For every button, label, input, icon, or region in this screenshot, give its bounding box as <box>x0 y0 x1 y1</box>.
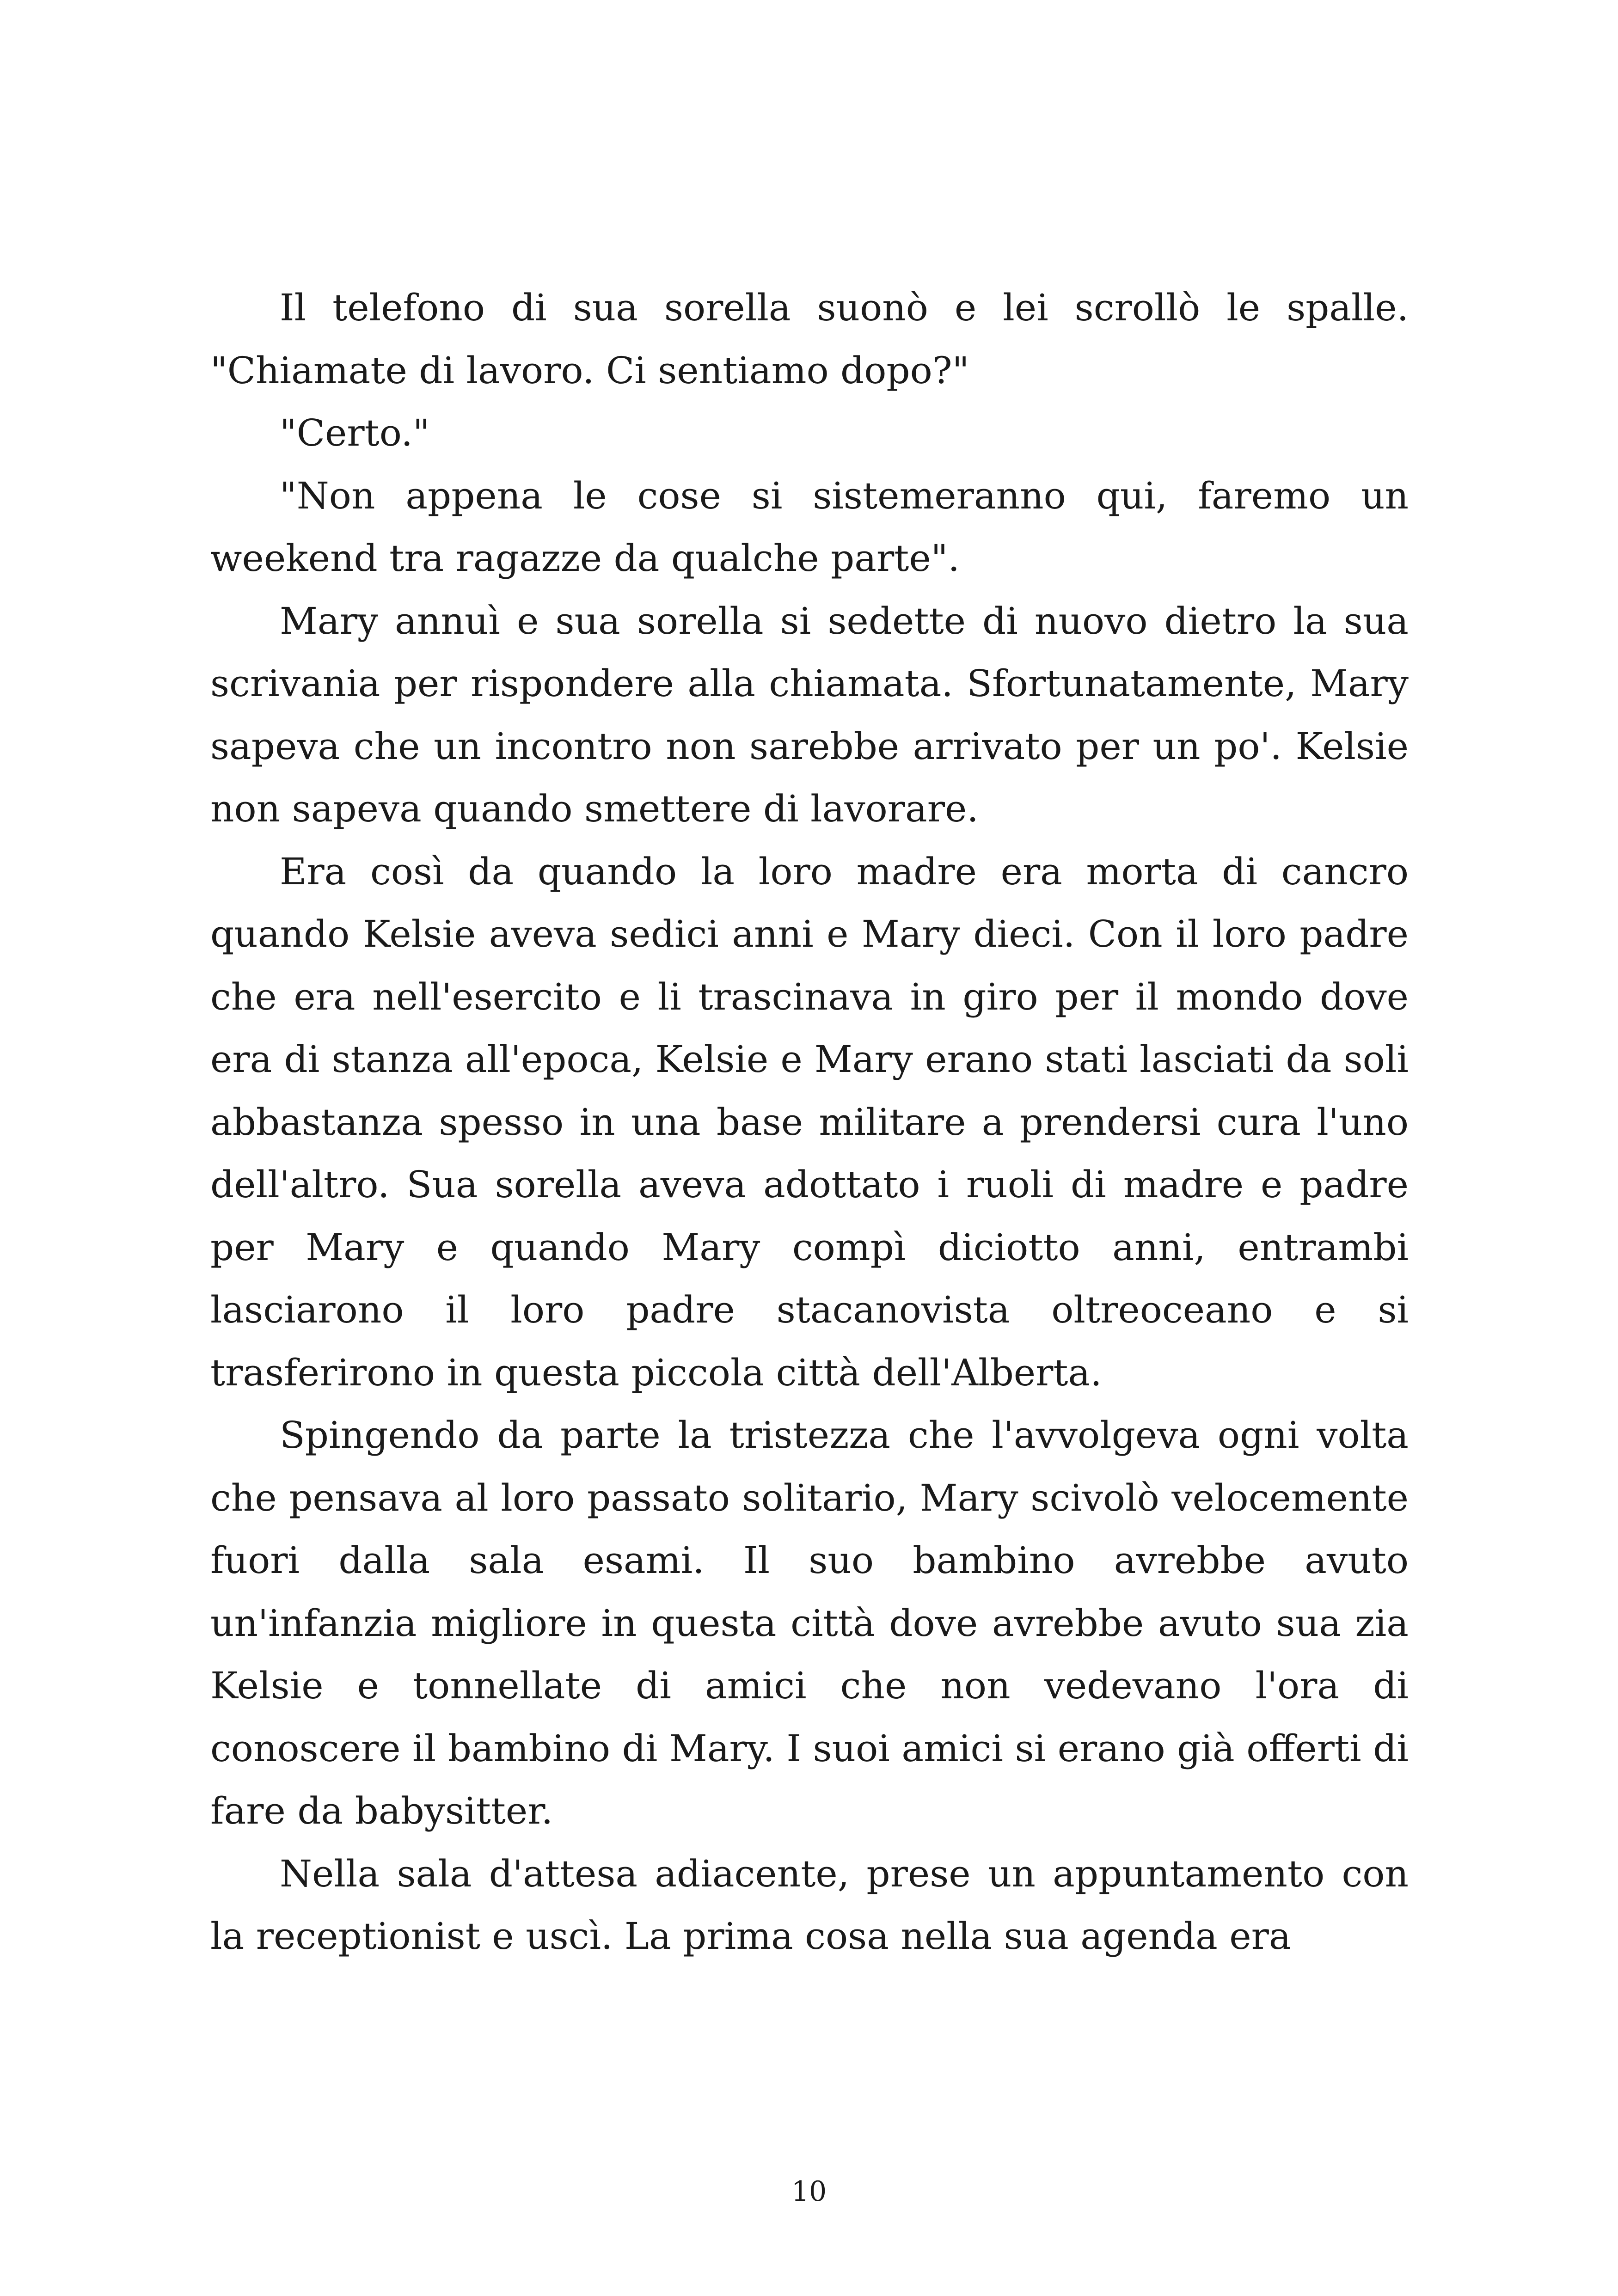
paragraph: "Non appena le cose si sistemeranno qui, faremo un weekend tra ragazze da qualche parte". <box>210 474 1409 580</box>
paragraph: "Certo." <box>280 411 430 454</box>
paragraph: Il telefono di sua sorella suonò e lei scrollò le spalle. "Chiamate di lavoro. Ci sentiamo dopo?" <box>210 286 1409 392</box>
page-number: 10 <box>791 2175 827 2208</box>
body-text <box>210 276 1409 1968</box>
paragraph: Mary annuì e sua sorella si sedette di nuovo dietro la sua scrivania per rispondere alla chiamata. Sfortunatamente, Mary sapeva che un incontro non sarebbe arrivato per un po'. Kelsie non sapeva quando smettere di lavorare. <box>210 599 1409 830</box>
paragraph: Era così da quando la loro madre era morta di cancro quando Kelsie aveva sedici anni e Mary dieci. Con il loro padre che era nell'esercito e li trascinava in giro per il mondo dove era di stanza all'epoca, Kelsie e Mary erano stati lasciati da soli abbastanza spesso in una base militare a prendersi cura l'uno dell'altro. Sua sorella aveva adottato i ruoli di madre e padre per Mary e quando Mary compì diciotto anni, entrambi lasciarono il loro padre stacanovista oltreoceano e si trasferirono in questa piccola città dell'Alberta. <box>210 850 1409 1394</box>
paragraph: Nella sala d'attesa adiacente, prese un appuntamento con la receptionist e uscì. La prima cosa nella sua agenda era <box>210 1852 1409 1958</box>
paragraph: Spingendo da parte la tristezza che l'avvolgeva ogni volta che pensava al loro passato solitario, Mary scivolò velocemente fuori dalla sala esami. Il suo bambino avrebbe avuto un'infanzia migliore in questa città dove avrebbe avuto sua zia Kelsie e tonnellate di amici che non vedevano l'ora di conoscere il bambino di Mary. I suoi amici si erano già offerti di fare da babysitter. <box>210 1414 1409 1832</box>
